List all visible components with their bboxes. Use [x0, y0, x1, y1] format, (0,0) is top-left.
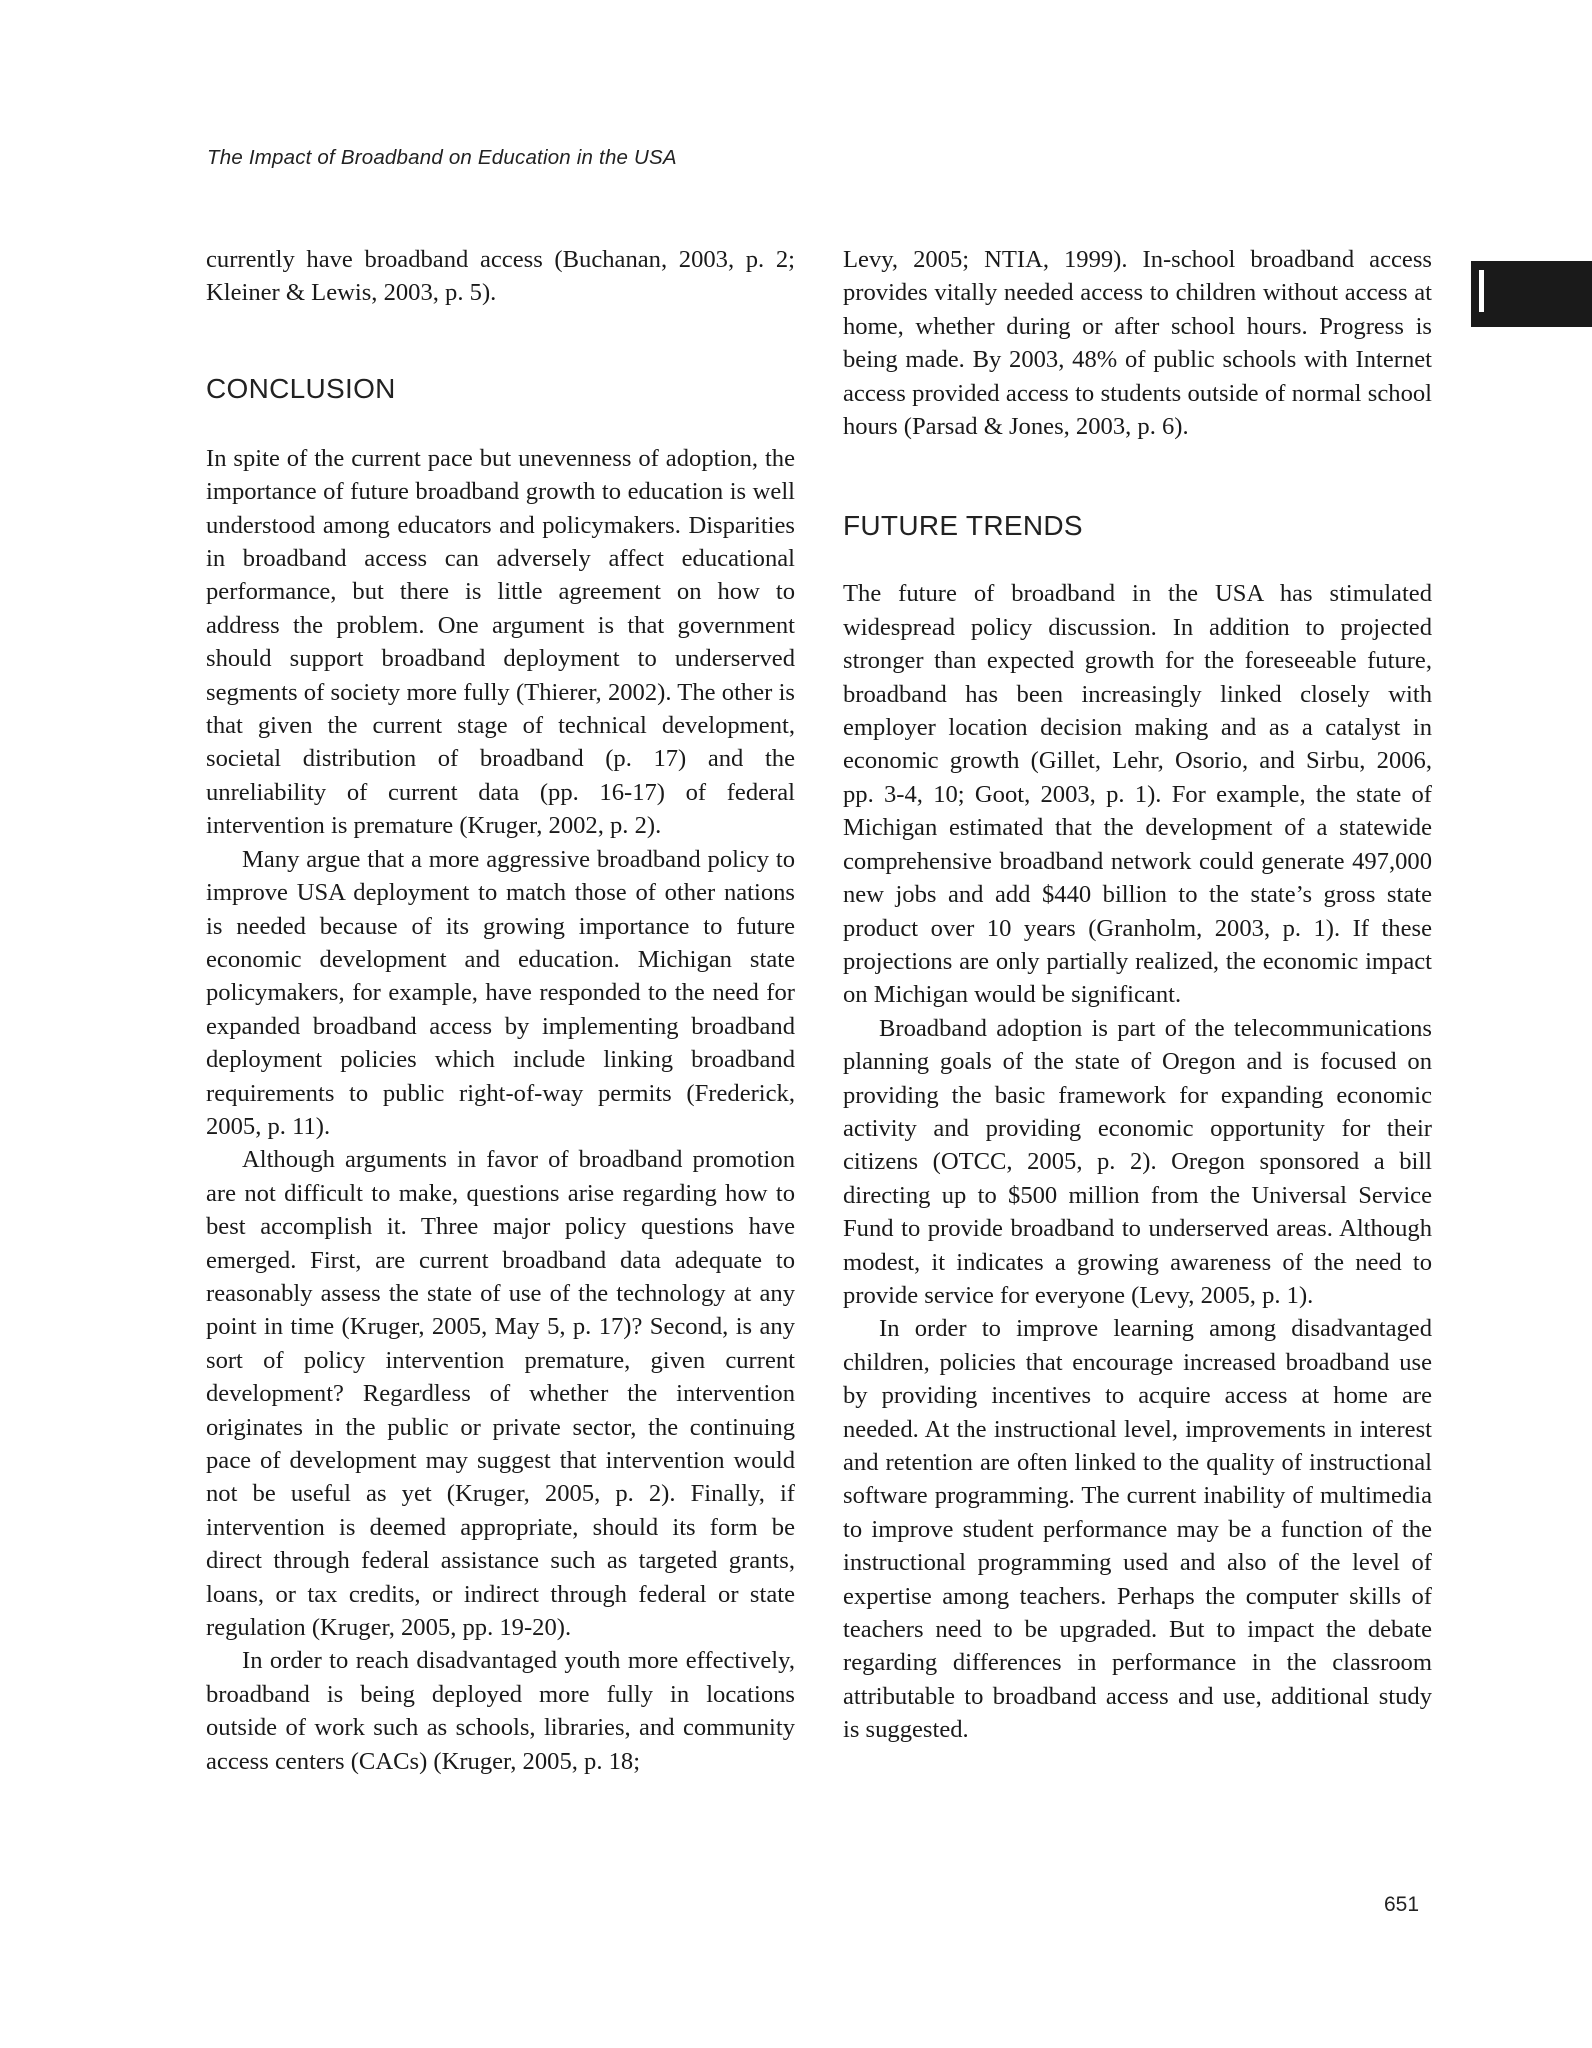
right-column	[843, 243, 1432, 1747]
left-intro-paragraph: currently have broadband access (Buchanan, 2003, p. 2; Kleiner & Lewis, 2003, p. 5).	[206, 246, 795, 307]
conclusion-paragraph: In order to reach disadvantaged youth more effectively, broadband is being deployed more fully in locations outside of work such as schools, libraries, and community access centers (CACs) (Kruger, 2005, p. 18;	[206, 1647, 795, 1775]
conclusion-heading: CONCLUSION	[206, 372, 396, 404]
page-number: 651	[1384, 1893, 1420, 1916]
section-thumb-tab	[1471, 261, 1592, 327]
conclusion-paragraph: Although arguments in favor of broadband promotion are not difficult to make, questions arise regarding how to best accomplish it. Three major policy questions have emerged. First, are current broadband data adequate to reasonably assess the state of use of the technology at any point in time (Kruger, 2005, May 5, p. 17)? Second, is any sort of policy intervention premature, given current development? Regardless of whether the intervention originates in the public or private sector, the continuing pace of development may suggest that intervention would not be useful as yet (Kruger, 2005, p. 2). Finally, if intervention is deemed appropriate, should its form be direct through federal assistance such as targeted grants, loans, or tax credits, or indirect through federal or state regulation (Kruger, 2005, pp. 19-20).	[206, 1146, 795, 1642]
future-trends-paragraph: Broadband adoption is part of the telecommunications planning goals of the state of Oregon and is focused on providing the basic framework for expanding economic activity and providing economic opportunity for their citizens (OTCC, 2005, p. 2). Oregon sponsored a bill directing up to $500 million from the Universal Service Fund to provide broadband to underserved areas. Although modest, it indicates a growing awareness of the need to provide service for everyone (Levy, 2005, p. 1).	[843, 1014, 1432, 1309]
conclusion-paragraph: In spite of the current pace but unevenness of adoption, the importance of future broadband growth to education is well understood among educators and policymakers. Disparities in broadband access can adversely affect educational performance, but there is little agreement on how to address the problem. One argument is that government should support broadband deployment to underserved segments of society more fully (Thierer, 2002). The other is that given the current stage of technical development, societal distribution of broadband (p. 17) and the unreliability of current data (pp. 16-17) of federal intervention is premature (Kruger, 2002, p. 2).	[206, 444, 795, 840]
thumb-tab-letter	[1479, 270, 1484, 312]
right-intro-paragraph: Levy, 2005; NTIA, 1999). In-school broadband access provides vitally needed access to children without access at home, whether during or after school hours. Progress is being made. By 2003, 48% of public schools with Internet access provided access to students outside of normal school hours (Parsad & Jones, 2003, p. 6).	[843, 246, 1432, 441]
left-column	[206, 243, 795, 1778]
future-trends-paragraph: In order to improve learning among disadvantaged children, policies that encourage increased broadband use by providing incentives to acquire access at home are needed. At the instructional level, improvements in interest and retention are often linked to the quality of instructional software programming. The current inability of multimedia to improve student performance may be a function of the instructional programming used and also of the level of expertise among teachers. Perhaps the computer skills of teachers need to be upgraded. But to impact the debate regarding differences in performance in the classroom attributable to broadband access and use, additional study is suggested.	[843, 1315, 1432, 1744]
future-trends-paragraph: The future of broadband in the USA has stimulated widespread policy discussion. In addition to projected stronger than expected growth for the foreseeable future, broadband has been increasingly linked closely with employer location decision making and as a catalyst in economic growth (Gillet, Lehr, Osorio, and Sirbu, 2006, pp. 3-4, 10; Goot, 2003, p. 1). For example, the state of Michigan estimated that the development of a statewide comprehensive broadband network could generate 497,000 new jobs and add $440 billion to the state’s gross state product over 10 years (Granholm, 2003, p. 1). If these projections are only partially realized, the economic impact on Michigan would be significant.	[843, 580, 1432, 1009]
running-head: The Impact of Broadband on Education in the USA	[207, 146, 677, 169]
conclusion-paragraph: Many argue that a more aggressive broadband policy to improve USA deployment to match those of other nations is needed because of its growing importance to future economic development and education. Michigan state policymakers, for example, have responded to the need for expanded broadband access by implementing broadband deployment policies which include linking broadband requirements to public right-of-way permits (Frederick, 2005, p. 11).	[206, 845, 795, 1140]
future-trends-heading: FUTURE TRENDS	[843, 510, 1083, 542]
